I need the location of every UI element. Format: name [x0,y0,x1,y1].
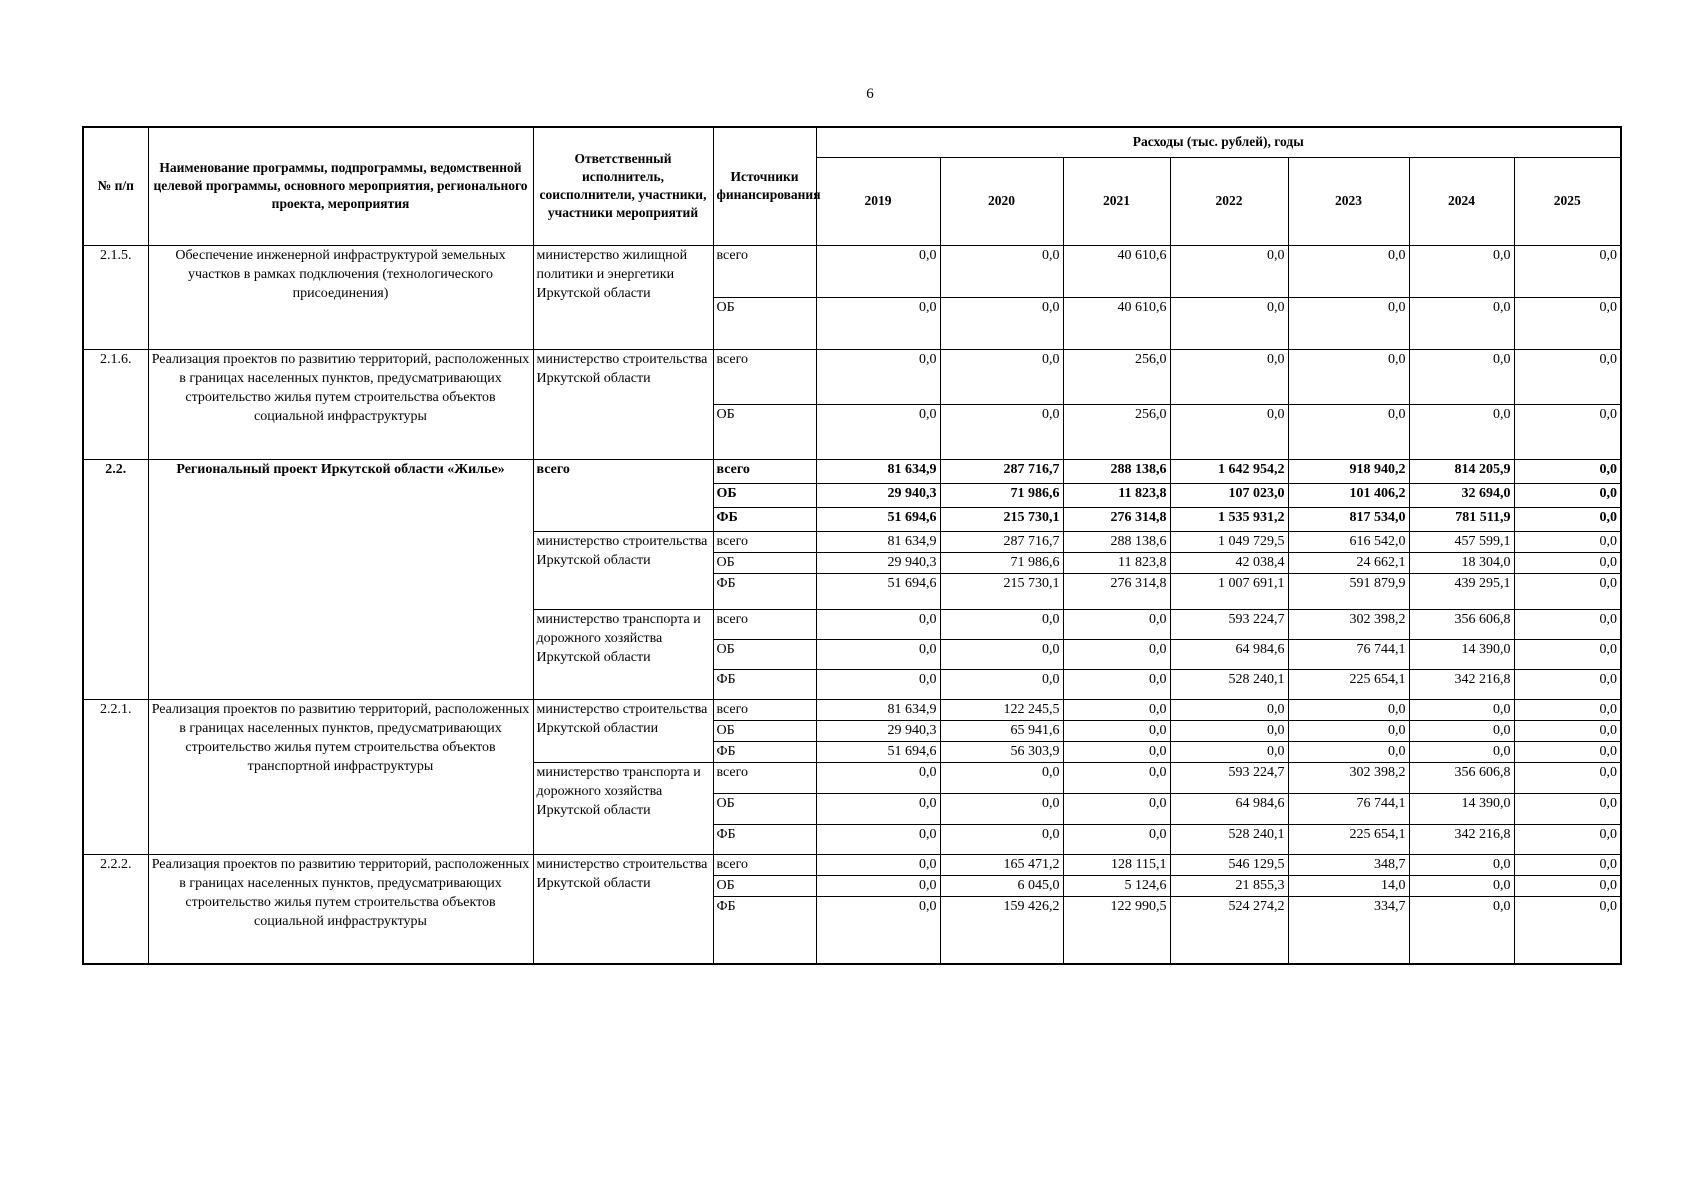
expense-value: 51 694,6 [816,741,940,762]
expense-value: 0,0 [1288,699,1409,720]
funding-source: ОБ [713,404,816,459]
header-year: 2024 [1409,157,1514,245]
responsible-executor: министерство строительства Иркутской области [533,531,713,609]
expense-value: 101 406,2 [1288,483,1409,507]
expense-value: 0,0 [1170,720,1288,741]
expense-value: 1 535 931,2 [1170,507,1288,531]
expense-value: 0,0 [1514,762,1621,793]
row-code: 2.1.5. [83,245,148,349]
expense-value: 0,0 [1409,875,1514,896]
header-expenses: Расходы (тыс. рублей), годы [816,127,1621,157]
funding-source: всего [713,531,816,552]
expense-value: 0,0 [1409,854,1514,875]
expense-value: 0,0 [1063,824,1170,854]
expense-value: 29 940,3 [816,720,940,741]
funding-source: всего [713,762,816,793]
expense-value: 528 240,1 [1170,824,1288,854]
expense-value: 0,0 [1288,349,1409,404]
expense-value: 256,0 [1063,404,1170,459]
expense-value: 159 426,2 [940,896,1063,964]
header-name: Наименование программы, подпрограммы, ведомственной целевой программы, основного мероприятия, регионального проекта, мероприятия [148,127,533,245]
expense-value: 356 606,8 [1409,762,1514,793]
expense-value: 14 390,0 [1409,793,1514,824]
expense-value: 342 216,8 [1409,824,1514,854]
expense-value: 0,0 [816,639,940,669]
expense-value: 0,0 [816,762,940,793]
funding-source: ОБ [713,639,816,669]
expense-value: 0,0 [1409,896,1514,964]
expense-value: 0,0 [1514,741,1621,762]
expense-value: 1 642 954,2 [1170,459,1288,483]
expense-value: 0,0 [816,875,940,896]
expense-value: 81 634,9 [816,459,940,483]
responsible-executor: министерство транспорта и дорожного хозяйства Иркутской области [533,762,713,854]
expense-value: 593 224,7 [1170,762,1288,793]
funding-source: ФБ [713,507,816,531]
expense-value: 0,0 [1288,720,1409,741]
expense-value: 0,0 [1514,793,1621,824]
expense-value: 225 654,1 [1288,824,1409,854]
funding-source: всего [713,609,816,639]
expense-value: 524 274,2 [1170,896,1288,964]
expense-value: 0,0 [1288,404,1409,459]
expense-value: 0,0 [940,349,1063,404]
expense-value: 14 390,0 [1409,639,1514,669]
funding-source: ФБ [713,573,816,609]
table-row [83,349,1621,404]
header-year: 2025 [1514,157,1621,245]
expense-value: 0,0 [816,854,940,875]
expense-value: 0,0 [940,824,1063,854]
funding-source: ОБ [713,720,816,741]
funding-source: ОБ [713,297,816,349]
responsible-executor: министерство строительства Иркутской области [533,349,713,459]
expense-value: 0,0 [1288,245,1409,297]
expense-value: 0,0 [816,245,940,297]
expense-value: 76 744,1 [1288,793,1409,824]
table-row [83,459,1621,483]
row-code: 2.2.2. [83,854,148,964]
responsible-executor: министерство жилищной политики и энергетики Иркутской области [533,245,713,349]
expense-value: 276 314,8 [1063,507,1170,531]
header-no: № п/п [83,127,148,245]
row-name: Реализация проектов по развитию территорий, расположенных в границах населенных пунктов, предусматривающих строительство жилья путем строительства объектов транспортной инфраструктуры [148,699,533,854]
expense-value: 288 138,6 [1063,459,1170,483]
row-name: Реализация проектов по развитию территорий, расположенных в границах населенных пунктов, предусматривающих строительство жилья путем строительства объектов социальной инфраструктуры [148,854,533,964]
expense-value: 128 115,1 [1063,854,1170,875]
header-year: 2020 [940,157,1063,245]
expense-value: 0,0 [1514,245,1621,297]
expense-value: 71 986,6 [940,552,1063,573]
expense-value: 0,0 [1514,573,1621,609]
expense-value: 0,0 [1409,404,1514,459]
expense-value: 817 534,0 [1288,507,1409,531]
expense-value: 51 694,6 [816,573,940,609]
expense-value: 0,0 [1514,459,1621,483]
expense-value: 1 007 691,1 [1170,573,1288,609]
expense-value: 51 694,6 [816,507,940,531]
expense-value: 287 716,7 [940,459,1063,483]
expense-value: 0,0 [816,824,940,854]
row-code: 2.2. [83,459,148,699]
expense-value: 0,0 [1170,699,1288,720]
expense-value: 0,0 [1063,699,1170,720]
header-sources: Источники финансирования [713,127,816,245]
expense-value: 32 694,0 [1409,483,1514,507]
expense-value: 0,0 [1170,349,1288,404]
expense-value: 276 314,8 [1063,573,1170,609]
funding-source: ОБ [713,793,816,824]
expense-value: 24 662,1 [1288,552,1409,573]
expense-value: 0,0 [1170,404,1288,459]
expense-value: 439 295,1 [1409,573,1514,609]
expense-value: 64 984,6 [1170,639,1288,669]
expense-value: 528 240,1 [1170,669,1288,699]
expense-value: 616 542,0 [1288,531,1409,552]
expense-value: 0,0 [940,793,1063,824]
expense-value: 0,0 [816,896,940,964]
row-name: Реализация проектов по развитию территорий, расположенных в границах населенных пунктов, предусматривающих строительство жилья путем строительства объектов социальной инфраструктуры [148,349,533,459]
expense-value: 1 049 729,5 [1170,531,1288,552]
expense-value: 0,0 [1409,297,1514,349]
expense-value: 0,0 [816,609,940,639]
responsible-executor: всего [533,459,713,531]
responsible-executor: министерство строительства Иркутской областии [533,699,713,762]
expense-value: 0,0 [1288,741,1409,762]
expense-value: 0,0 [1514,699,1621,720]
expense-value: 0,0 [1063,639,1170,669]
expense-value: 0,0 [1514,720,1621,741]
expense-value: 14,0 [1288,875,1409,896]
row-code: 2.1.6. [83,349,148,459]
expense-value: 0,0 [1063,720,1170,741]
expense-value: 81 634,9 [816,531,940,552]
expense-value: 256,0 [1063,349,1170,404]
row-name: Обеспечение инженерной инфраструктурой земельных участков в рамках подключения (технологического присоединения) [148,245,533,349]
expense-value: 0,0 [940,669,1063,699]
expense-value: 65 941,6 [940,720,1063,741]
expense-value: 593 224,7 [1170,609,1288,639]
expense-value: 546 129,5 [1170,854,1288,875]
expense-value: 781 511,9 [1409,507,1514,531]
expense-value: 42 038,4 [1170,552,1288,573]
expense-value: 0,0 [1514,896,1621,964]
expense-value: 0,0 [940,639,1063,669]
expense-value: 334,7 [1288,896,1409,964]
expense-value: 0,0 [1514,349,1621,404]
expense-value: 0,0 [1514,875,1621,896]
expense-value: 0,0 [940,762,1063,793]
expense-value: 107 023,0 [1170,483,1288,507]
expense-value: 0,0 [1514,483,1621,507]
header-responsible: Ответственный исполнитель, соисполнители, участники, участники мероприятий [533,127,713,245]
header-year: 2021 [1063,157,1170,245]
expense-value: 21 855,3 [1170,875,1288,896]
expense-value: 0,0 [1514,639,1621,669]
expense-value: 40 610,6 [1063,297,1170,349]
funding-source: ФБ [713,741,816,762]
expense-value: 215 730,1 [940,573,1063,609]
expense-value: 0,0 [1063,762,1170,793]
table-row [83,699,1621,720]
funding-source: ОБ [713,483,816,507]
funding-source: ФБ [713,896,816,964]
expense-value: 302 398,2 [1288,762,1409,793]
expense-value: 0,0 [1063,793,1170,824]
expense-value: 71 986,6 [940,483,1063,507]
expense-value: 814 205,9 [1409,459,1514,483]
expense-value: 29 940,3 [816,483,940,507]
expense-value: 0,0 [1288,297,1409,349]
expense-value: 40 610,6 [1063,245,1170,297]
funding-source: всего [713,854,816,875]
expense-value: 0,0 [1514,404,1621,459]
expense-value: 0,0 [1063,669,1170,699]
expense-value: 0,0 [1409,741,1514,762]
expense-value: 0,0 [1409,349,1514,404]
funding-source: ОБ [713,552,816,573]
expense-value: 122 990,5 [1063,896,1170,964]
expense-value: 225 654,1 [1288,669,1409,699]
table-row [83,854,1621,875]
row-name: Региональный проект Иркутской области «Жилье» [148,459,533,699]
expense-value: 5 124,6 [1063,875,1170,896]
expense-value: 0,0 [1409,699,1514,720]
responsible-executor: министерство строительства Иркутской области [533,854,713,964]
page-number: 6 [866,86,874,102]
expense-value: 0,0 [1170,741,1288,762]
expense-value: 56 303,9 [940,741,1063,762]
expense-value: 0,0 [816,297,940,349]
header-year: 2022 [1170,157,1288,245]
expense-value: 0,0 [816,793,940,824]
expense-value: 0,0 [1514,824,1621,854]
funding-source: всего [713,349,816,404]
expense-value: 0,0 [1170,245,1288,297]
expense-value: 0,0 [1409,245,1514,297]
expense-value: 11 823,8 [1063,483,1170,507]
expense-value: 0,0 [940,245,1063,297]
expense-value: 76 744,1 [1288,639,1409,669]
expense-value: 0,0 [1514,669,1621,699]
funding-source: ОБ [713,875,816,896]
header-year: 2019 [816,157,940,245]
expense-value: 457 599,1 [1409,531,1514,552]
funding-source: ФБ [713,824,816,854]
funding-source: ФБ [713,669,816,699]
expense-value: 0,0 [1063,609,1170,639]
expense-value: 287 716,7 [940,531,1063,552]
expense-value: 0,0 [940,404,1063,459]
expense-value: 288 138,6 [1063,531,1170,552]
expense-value: 64 984,6 [1170,793,1288,824]
expense-value: 0,0 [940,609,1063,639]
expense-value: 591 879,9 [1288,573,1409,609]
header-year: 2023 [1288,157,1409,245]
expense-value: 122 245,5 [940,699,1063,720]
expense-value: 11 823,8 [1063,552,1170,573]
expense-value: 0,0 [1514,552,1621,573]
table-row [83,245,1621,297]
expense-value: 0,0 [940,297,1063,349]
expense-value: 0,0 [1063,741,1170,762]
expense-value: 81 634,9 [816,699,940,720]
responsible-executor: министерство транспорта и дорожного хозяйства Иркутской области [533,609,713,699]
expense-value: 0,0 [816,404,940,459]
expense-value: 0,0 [816,669,940,699]
funding-source: всего [713,245,816,297]
expense-value: 215 730,1 [940,507,1063,531]
expense-value: 18 304,0 [1409,552,1514,573]
expense-value: 0,0 [1170,297,1288,349]
expense-value: 29 940,3 [816,552,940,573]
expense-value: 348,7 [1288,854,1409,875]
expense-value: 0,0 [1514,854,1621,875]
budget-table [82,126,1622,965]
expense-value: 0,0 [1514,609,1621,639]
expense-value: 302 398,2 [1288,609,1409,639]
funding-source: всего [713,459,816,483]
expense-value: 0,0 [1514,297,1621,349]
expense-value: 342 216,8 [1409,669,1514,699]
expense-value: 918 940,2 [1288,459,1409,483]
expense-value: 0,0 [1514,531,1621,552]
expense-value: 0,0 [1514,507,1621,531]
expense-value: 0,0 [1409,720,1514,741]
expense-value: 6 045,0 [940,875,1063,896]
funding-source: всего [713,699,816,720]
expense-value: 165 471,2 [940,854,1063,875]
expense-value: 356 606,8 [1409,609,1514,639]
row-code: 2.2.1. [83,699,148,854]
expense-value: 0,0 [816,349,940,404]
